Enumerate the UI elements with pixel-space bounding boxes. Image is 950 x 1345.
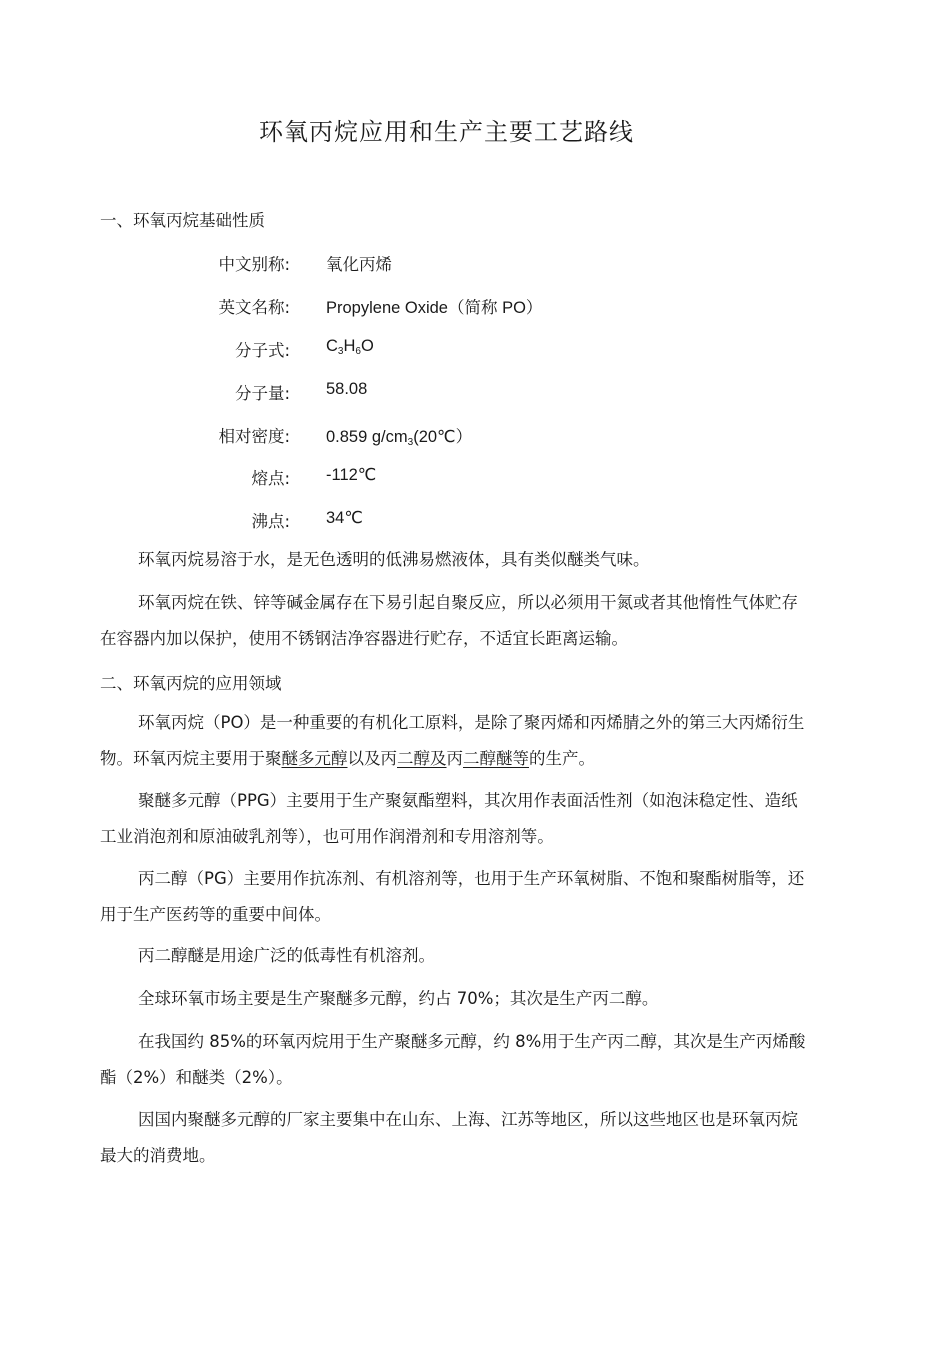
paragraph-regions: 因国内聚醚多元醇的厂家主要集中在山东、上海、江苏等地区，所以这些地区也是环氧丙烷最大的消费地。 (100, 1110, 798, 1165)
paragraph-solubility: 环氧丙烷易溶于水，是无色透明的低沸易燃液体，具有类似醚类气味。 (138, 550, 650, 569)
property-label-english-name: 英文名称: (218, 298, 290, 317)
paragraph-po-overview: 环氧丙烷（PO）是一种重要的有机化工原料，是除了聚丙烯和丙烯腈之外的第三大丙烯衍生物。环氧丙烷主要用于聚醚多元醇以及丙二醇及丙二醇醚等的生产。 (100, 713, 805, 768)
property-value-relative-density: 0.859 $g/cm_3(20℃)$ (326, 428, 473, 448)
property-value-molecular-weight: 58.08 (326, 380, 368, 398)
property-label-chinese-alias: 中文别称: (218, 255, 290, 274)
section-heading-basic-properties: 一、环氧丙烷基础性质 (100, 211, 265, 230)
underlined-text: 二醇及 (397, 749, 447, 768)
property-label-molecular-formula: 分子式: (234, 341, 290, 360)
paragraph-storage: 环氧丙烷在铁、锌等碱金属存在下易引起自聚反应，所以必须用干氮或者其他惰性气体贮存在容器内加以保护，使用不锈钢洁净容器进行贮存，不适宜长距离运输。 (100, 593, 798, 648)
underlined-text: 醚多元醇 (281, 749, 348, 768)
property-label-melting-point: 熔点: (251, 469, 290, 488)
paragraph-ppg: 聚醚多元醇（PPG）主要用于生产聚氨酯塑料，其次用作表面活性剂（如泡沫稳定性、造纸工业消泡剂和原油破乳剂等），也可用作润滑剂和专用溶剂等。 (100, 791, 798, 846)
property-value-boiling-point: 34℃ (326, 509, 363, 527)
property-value-melting-point: -112℃ (326, 466, 377, 484)
property-value-english-name: Propylene Oxide（简称 PO） (326, 299, 543, 317)
section-heading-applications: 二、环氧丙烷的应用领域 (100, 674, 282, 693)
property-value-chinese-alias: 氧化丙烯 (326, 256, 392, 274)
property-value-molecular-formula: $C_3H_6O$ (326, 337, 374, 357)
paragraph-pg: 丙二醇（PG）主要用作抗冻剂、有机溶剂等，也用于生产环氧树脂、不饱和聚酯树脂等，还用于生产医药等的重要中间体。 (100, 869, 805, 924)
underlined-text: 二醇醚等 (463, 749, 529, 768)
property-label-molecular-weight: 分子量: (234, 384, 290, 403)
paragraph-china-usage: 在我国约 85%的环氧丙烷用于生产聚醚多元醇，约 8%用于生产丙二醇，其次是生产丙烯酸酯（2%）和醚类（2%）。 (100, 1032, 806, 1087)
paragraph-global-market: 全球环氧市场主要是生产聚醚多元醇，约占 70%；其次是生产丙二醇。 (138, 989, 659, 1008)
property-label-boiling-point: 沸点: (251, 512, 290, 531)
paragraph-pg-ether: 丙二醇醚是用途广泛的低毒性有机溶剂。 (138, 946, 435, 965)
document-title: 环氧丙烷应用和生产主要工艺路线 (259, 118, 634, 146)
property-label-relative-density: 相对密度: (218, 427, 290, 446)
